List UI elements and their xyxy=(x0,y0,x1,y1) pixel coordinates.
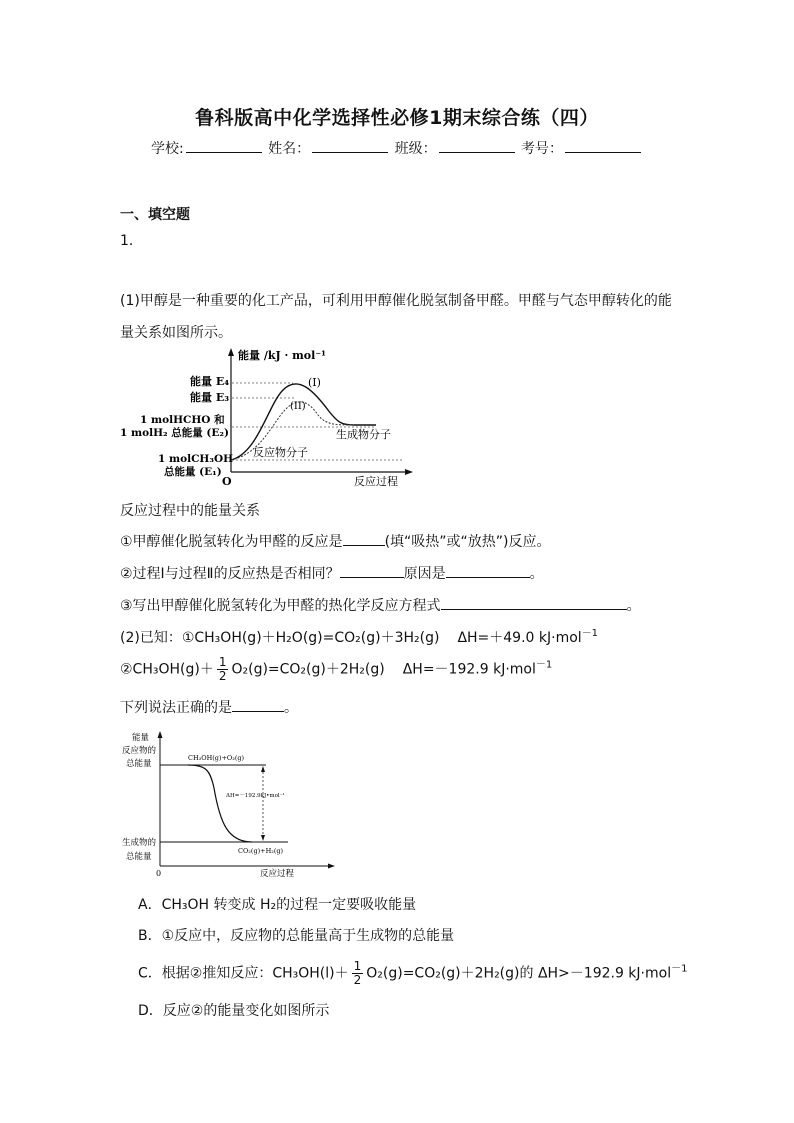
number-label: 考号： xyxy=(521,141,564,157)
q1-blank[interactable] xyxy=(343,533,385,546)
known-equation-1 xyxy=(120,627,598,647)
reactant-energy-line2: 总能量 xyxy=(126,759,152,769)
curve1-label: (I) xyxy=(308,376,321,389)
dh-label: ΔH=－192.9kJ•mol⁻¹ xyxy=(226,793,285,799)
origin-label: O xyxy=(222,475,232,488)
q2-end: 。 xyxy=(529,566,544,582)
eq2-dh-exp: －1 xyxy=(535,659,553,671)
q1-suffix: (填“吸热”或“放热”)反应。 xyxy=(384,534,551,550)
q3-blank[interactable] xyxy=(441,597,627,610)
page-title: 鲁科版高中化学选择性必修1期末综合练（四） xyxy=(195,107,599,129)
product-label: 生成物分子 xyxy=(336,428,391,441)
eq1-text: (2)已知：①CH₃OH(g)＋H₂O(g)=CO₂(g)＋3H₂(g) xyxy=(120,630,440,646)
section-heading: 一、填空题 xyxy=(120,207,190,223)
option-c-exp: －1 xyxy=(671,963,688,975)
option-c-fraction: $\frac{1}{2}$ xyxy=(353,959,362,987)
name-label: 姓名： xyxy=(268,141,311,157)
half-fraction: $\frac{1}{2}$ xyxy=(218,655,227,683)
prompt-text: 下列说法正确的是 xyxy=(120,700,232,716)
label-e1-line2: 总能量 (E₁) xyxy=(164,466,222,478)
number-blank[interactable] xyxy=(565,138,641,153)
eq1-dh-exp: －1 xyxy=(581,628,599,639)
class-label: 班级： xyxy=(394,141,437,157)
label-e2-line2: 1 molH₂ 总能量 (E₂) xyxy=(120,427,229,439)
option-a[interactable]: A．CH₃OH 转变成 H₂的过程一定要吸收能量 xyxy=(138,897,417,913)
class-blank[interactable] xyxy=(439,138,515,153)
option-c-prefix: C．根据②推知反应：CH₃OH(l)＋ xyxy=(138,965,349,982)
reactant-label: 反应物分子 xyxy=(253,446,308,459)
label-e4: 能量 E₄ xyxy=(190,375,230,388)
energy-diagram-2 xyxy=(118,728,338,878)
school-label: 学校: xyxy=(150,141,184,157)
y-axis-label: 能量 /kJ · mol⁻¹ xyxy=(238,349,326,362)
q2-mid: 原因是 xyxy=(403,566,446,582)
q3-prefix: ③写出甲醇催化脱氢转化为甲醛的热化学反应方程式 xyxy=(120,598,441,614)
question-1-2 xyxy=(120,563,544,583)
question-prompt: 下列说法正确的是 。 xyxy=(120,700,298,716)
option-b[interactable]: B．①反应中，反应物的总能量高于生成物的总能量 xyxy=(138,928,455,944)
part1-intro-line1: (1)甲醇是一种重要的化工产品，可利用甲醇催化脱氢制备甲醛。甲醛与气态甲醇转化的能 xyxy=(120,293,672,309)
q2-blank-2[interactable] xyxy=(446,565,530,578)
question-1-3 xyxy=(120,595,641,615)
x-axis-label: 反应过程 xyxy=(354,475,398,488)
eq1-dh: ΔH=＋49.0 kJ·mol xyxy=(457,630,582,646)
question-number: 1． xyxy=(120,233,143,249)
name-blank[interactable] xyxy=(312,138,388,153)
school-blank[interactable] xyxy=(186,138,262,153)
x-axis-label-2: 反应过程 xyxy=(260,869,295,878)
product-energy-line1: 生成物的 xyxy=(122,838,157,848)
option-c-rest: O₂(g)=CO₂(g)＋2H₂(g)的 ΔH>－192.9 kJ·mol xyxy=(366,965,672,982)
top-species-label: CH₃OH(g)+O₂(g) xyxy=(188,754,245,762)
eq2-prefix: ②CH₃OH(g)＋ xyxy=(120,661,214,678)
eq2-dh: ΔH=－192.9 kJ·mol xyxy=(402,661,536,678)
origin-label-2: 0 xyxy=(156,869,162,878)
label-e2-line1: 1 molHCHO 和 xyxy=(140,414,225,426)
part1-intro-line2: 量关系如图所示。 xyxy=(120,325,232,341)
option-d[interactable]: D．反应②的能量变化如图所示 xyxy=(138,1003,330,1019)
student-info-line xyxy=(0,138,794,158)
known-equation-2 xyxy=(120,656,552,683)
y-label-top: 能量 xyxy=(132,733,150,743)
energy-relation-label: 反应过程中的能量关系 xyxy=(120,503,260,519)
energy-diagram-1 xyxy=(118,345,418,490)
q2-prefix: ②过程Ⅰ与过程Ⅱ的反应热是否相同？ xyxy=(120,566,340,582)
q1-prefix: ①甲醇催化脱氢转化为甲醛的反应是 xyxy=(120,534,343,550)
label-e1-line1: 1 molCH₃OH xyxy=(158,453,234,465)
bottom-species-label: CO₂(g)+H₂(g) xyxy=(238,847,284,855)
reactant-energy-line1: 反应物的 xyxy=(122,746,157,756)
q3-end: 。 xyxy=(626,598,641,614)
question-1-1 xyxy=(120,531,551,551)
option-c[interactable] xyxy=(138,960,687,987)
curve2-label: (II) xyxy=(290,401,306,412)
product-energy-line2: 总能量 xyxy=(126,852,152,862)
q2-blank-1[interactable] xyxy=(340,565,404,578)
prompt-blank[interactable] xyxy=(232,699,284,712)
label-e3: 能量 E₃ xyxy=(190,391,230,404)
eq2-rest: O₂(g)=CO₂(g)＋2H₂(g) xyxy=(231,661,385,678)
